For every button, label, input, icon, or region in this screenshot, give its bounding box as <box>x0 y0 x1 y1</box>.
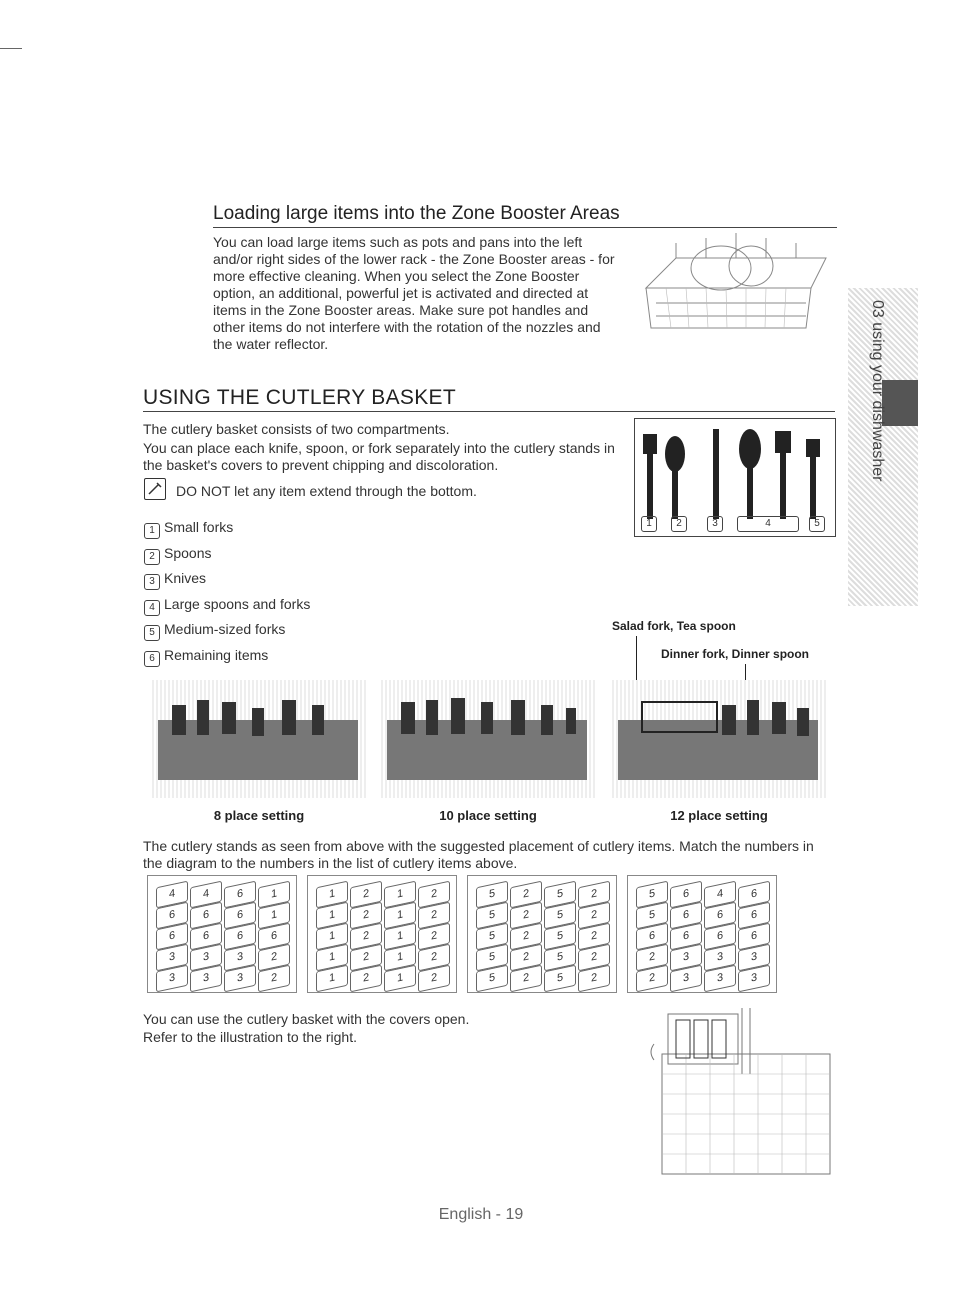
cutlery-slot: 6 <box>224 902 256 930</box>
cutlery-slot: 4 <box>190 881 222 909</box>
note-icon <box>144 478 166 500</box>
side-tab-marker <box>882 380 918 426</box>
cutlery-slot: 3 <box>190 944 222 972</box>
cutlery-slot: 3 <box>156 944 188 972</box>
note-text: DO NOT let any item extend through the bottom. <box>176 483 477 499</box>
cutlery-slot: 5 <box>476 902 508 930</box>
cutlery-slot: 3 <box>670 944 702 972</box>
cutlery-slot: 3 <box>704 965 736 993</box>
cutlery-slot: 1 <box>316 902 348 930</box>
cutlery-slot: 6 <box>738 881 770 909</box>
cutlery-slot: 6 <box>190 902 222 930</box>
cutlery-slot: 6 <box>636 923 668 951</box>
cutlery-slot: 5 <box>636 881 668 909</box>
caption-12: 12 place setting <box>670 808 768 823</box>
cutlery-slot: 3 <box>704 944 736 972</box>
list-item: 3 Knives <box>144 570 206 590</box>
page-footer: English - 19 <box>438 1206 524 1223</box>
list-item: 1 Small forks <box>144 519 233 539</box>
cutlery-slot: 5 <box>544 923 576 951</box>
cutlery-slot: 2 <box>636 944 668 972</box>
cutlery-slot: 6 <box>670 923 702 951</box>
cutlery-slot: 2 <box>350 902 382 930</box>
callout-salad: Salad fork, Tea spoon <box>612 619 736 633</box>
cutlery-slot: 2 <box>510 965 542 993</box>
cutlery-slot: 1 <box>258 902 290 930</box>
caption-10: 10 place setting <box>439 808 537 823</box>
cutlery-slot: 2 <box>510 923 542 951</box>
cutlery-stand-diagrams <box>143 875 793 993</box>
cutlery-slot: 5 <box>476 881 508 909</box>
cutlery-slot: 2 <box>636 965 668 993</box>
cutlery-slot: 6 <box>738 902 770 930</box>
utensil-label-4: 4 <box>737 516 799 532</box>
utensil-labels <box>641 516 831 532</box>
cutlery-slot: 5 <box>476 923 508 951</box>
cutlery-stand-grid <box>147 875 297 993</box>
side-tab-label: 03 using your dishwasher <box>869 300 886 482</box>
top-rule <box>0 48 22 49</box>
cutlery-slot: 2 <box>418 902 450 930</box>
cutlery-slot: 1 <box>316 923 348 951</box>
utensil-label-2: 2 <box>671 516 687 532</box>
cutlery-slot: 2 <box>578 923 610 951</box>
cutlery-slot: 6 <box>224 881 256 909</box>
cutlery-slot: 1 <box>316 944 348 972</box>
cutlery-slot: 6 <box>190 923 222 951</box>
cutlery-slot: 2 <box>510 902 542 930</box>
cutlery-slot: 5 <box>476 965 508 993</box>
cutlery-slot: 6 <box>258 923 290 951</box>
cutlery-slot: 1 <box>384 902 416 930</box>
cutlery-intro-2: You can place each knife, spoon, or fork separately into the cutlery stands in the basket's covers to prevent chipping and discoloration. <box>143 440 615 473</box>
covers-open-text-1: You can use the cutlery basket with the covers open. <box>143 1011 470 1027</box>
basket-photo-10 <box>381 680 595 798</box>
zone-booster-body: You can load large items such as pots and pans into the left and/or right sides of the lower rack - the Zone Booster areas - for more effective cleaning. When you select the Zone Booster option, an additional, powerful jet is activated and directed at items in the Zone Booster areas. Make sure pot handles and other items do not interfere with the rotation of the nozzles and the water reflector. <box>213 234 615 352</box>
cutlery-slot: 6 <box>670 902 702 930</box>
cutlery-slot: 1 <box>258 881 290 909</box>
cutlery-slot: 2 <box>350 923 382 951</box>
cutlery-slot: 4 <box>704 881 736 909</box>
list-item: 5 Medium-sized forks <box>144 621 285 641</box>
cutlery-slot: 6 <box>704 923 736 951</box>
cutlery-slot: 2 <box>418 881 450 909</box>
utensil-diagram <box>634 418 836 537</box>
utensil-label-5: 5 <box>809 516 825 532</box>
cutlery-slot: 3 <box>670 965 702 993</box>
utensil-label-1: 1 <box>641 516 657 532</box>
zone-booster-heading: Loading large items into the Zone Booster Areas <box>213 203 837 228</box>
cutlery-stand-grid <box>627 875 777 993</box>
covers-open-text-2: Refer to the illustration to the right. <box>143 1029 357 1045</box>
cutlery-slot: 6 <box>156 923 188 951</box>
cutlery-slot: 2 <box>350 944 382 972</box>
cutlery-slot: 6 <box>738 923 770 951</box>
basket-photo-12 <box>612 680 826 798</box>
cutlery-slot: 3 <box>738 944 770 972</box>
cutlery-slot: 2 <box>578 881 610 909</box>
cutlery-slot: 5 <box>476 944 508 972</box>
cutlery-slot: 2 <box>578 902 610 930</box>
dishwasher-rack-illustration <box>636 228 836 350</box>
cutlery-slot: 2 <box>418 923 450 951</box>
cutlery-slot: 3 <box>156 965 188 993</box>
cutlery-slot: 5 <box>636 902 668 930</box>
cutlery-slot: 1 <box>384 965 416 993</box>
open-basket-illustration <box>646 1004 834 1180</box>
cutlery-slot: 5 <box>544 965 576 993</box>
cutlery-slot: 2 <box>418 965 450 993</box>
cutlery-slot: 3 <box>190 965 222 993</box>
utensil-label-3: 3 <box>707 516 723 532</box>
cutlery-slot: 5 <box>544 902 576 930</box>
cutlery-slot: 2 <box>350 881 382 909</box>
cutlery-slot: 1 <box>384 944 416 972</box>
basket-photo-8 <box>152 680 366 798</box>
cutlery-slot: 3 <box>224 965 256 993</box>
cutlery-slot: 1 <box>384 881 416 909</box>
cutlery-slot: 2 <box>578 965 610 993</box>
cutlery-heading: USING THE CUTLERY BASKET <box>143 386 835 412</box>
cutlery-slot: 1 <box>384 923 416 951</box>
list-item: 4 Large spoons and forks <box>144 596 310 616</box>
list-item: 6 Remaining items <box>144 647 268 667</box>
list-item: 2 Spoons <box>144 545 211 565</box>
diagram-description: The cutlery stands as seen from above with the suggested placement of cutlery items. Match the numbers in the diagram to the numbers in the list of cutlery items above. <box>143 838 814 871</box>
cutlery-slot: 6 <box>156 902 188 930</box>
cutlery-slot: 3 <box>224 944 256 972</box>
cutlery-slot: 6 <box>670 881 702 909</box>
cutlery-slot: 6 <box>224 923 256 951</box>
cutlery-stand-grid <box>467 875 617 993</box>
cutlery-slot: 2 <box>510 881 542 909</box>
caption-8: 8 place setting <box>213 808 305 823</box>
cutlery-slot: 2 <box>258 944 290 972</box>
cutlery-slot: 2 <box>350 965 382 993</box>
callout-dinner: Dinner fork, Dinner spoon <box>661 647 810 661</box>
cutlery-slot: 4 <box>156 881 188 909</box>
cutlery-slot: 6 <box>704 902 736 930</box>
cutlery-slot: 1 <box>316 965 348 993</box>
cutlery-intro-1: The cutlery basket consists of two compartments. <box>143 421 450 437</box>
cutlery-slot: 2 <box>510 944 542 972</box>
cutlery-slot: 2 <box>258 965 290 993</box>
cutlery-slot: 3 <box>738 965 770 993</box>
cutlery-slot: 2 <box>418 944 450 972</box>
cutlery-slot: 1 <box>316 881 348 909</box>
cutlery-slot: 5 <box>544 881 576 909</box>
cutlery-slot: 2 <box>578 944 610 972</box>
cutlery-stand-grid <box>307 875 457 993</box>
cutlery-slot: 5 <box>544 944 576 972</box>
